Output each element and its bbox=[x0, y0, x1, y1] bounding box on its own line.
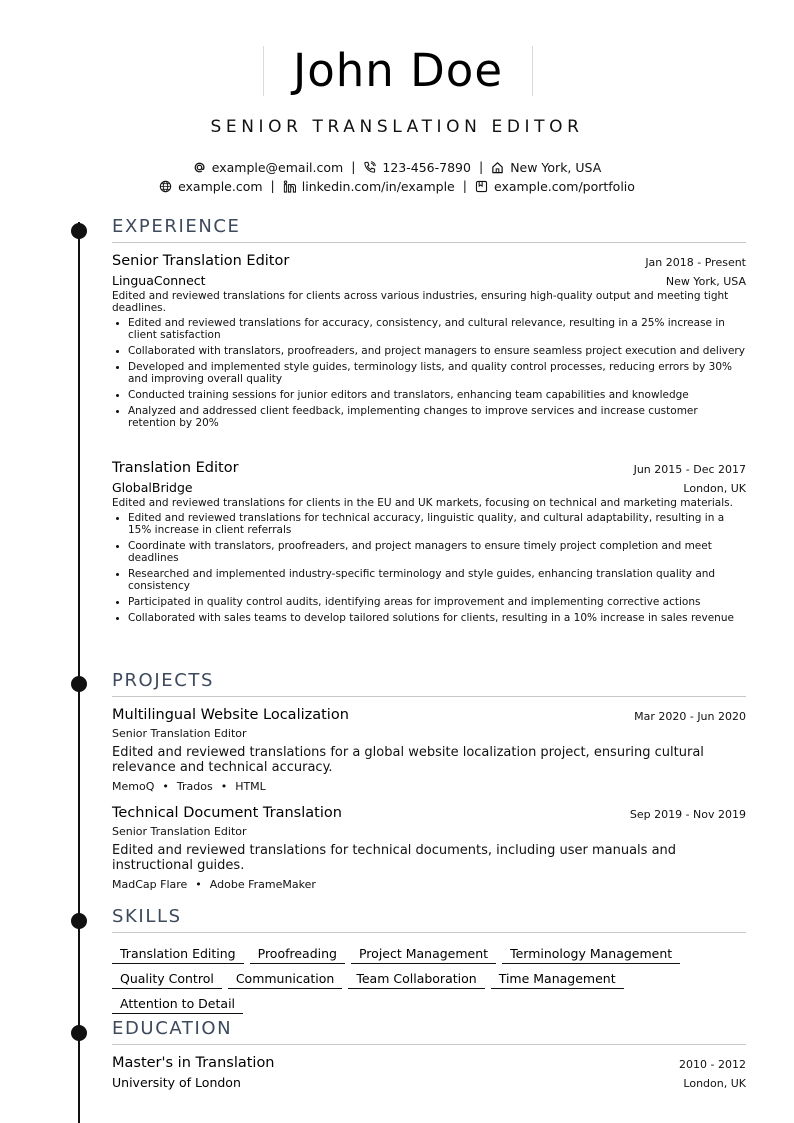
tech-separator: • bbox=[195, 878, 202, 891]
education-location: London, UK bbox=[683, 1077, 746, 1090]
skill-tag: Project Management bbox=[351, 946, 496, 964]
project-tech-list bbox=[112, 780, 746, 793]
entry-header bbox=[112, 253, 746, 273]
project-tech-list bbox=[112, 878, 746, 891]
job-dates: Jun 2015 - Dec 2017 bbox=[633, 463, 746, 476]
list-item: • Researched and implemented industry-specific terminology and style guides, enhancing translation quality and consistency bbox=[128, 568, 746, 592]
contact-linkedin[interactable] bbox=[283, 179, 455, 194]
skill-tag: Translation Editing bbox=[112, 946, 244, 964]
tech-separator: • bbox=[220, 780, 228, 793]
entry-subheader bbox=[112, 273, 746, 290]
contact-location-text: New York, USA bbox=[510, 160, 602, 175]
entry-subheader bbox=[112, 480, 746, 497]
job-role: Translation Editor bbox=[112, 460, 239, 476]
tech-tag: HTML bbox=[235, 780, 266, 793]
entry-header bbox=[112, 707, 746, 727]
contact-email-text: example@email.com bbox=[211, 160, 344, 175]
job-company: GlobalBridge bbox=[112, 480, 193, 495]
timeline-dot-projects bbox=[71, 676, 87, 692]
skills-list bbox=[112, 943, 746, 1018]
project-description: Edited and reviewed translations for a global website localization project, ensuring cultural relevance and technical accuracy. bbox=[112, 745, 704, 775]
timeline-line bbox=[78, 222, 80, 1123]
tech-tag: MadCap Flare bbox=[112, 878, 188, 891]
skill-tag: Quality Control bbox=[112, 971, 222, 989]
contact-linkedin-text: linkedin.com/in/example bbox=[301, 179, 455, 194]
job-bullets bbox=[112, 317, 746, 429]
contact-website-text: example.com bbox=[178, 179, 263, 194]
list-item: • Edited and reviewed translations for accuracy, consistency, and cultural relevance, resulting in a 25% increase in client satisfaction bbox=[128, 317, 746, 341]
portfolio-icon bbox=[475, 180, 488, 193]
list-item: • Conducted training sessions for junior editors and translators, enhancing team capabilities and knowledge bbox=[128, 389, 746, 401]
contact-phone-text: 123-456-7890 bbox=[382, 160, 471, 175]
section-title-experience: EXPERIENCE bbox=[112, 216, 746, 243]
list-item: • Coordinate with translators, proofreaders, and project managers to ensure timely project completion and meet deadlines bbox=[128, 540, 746, 564]
skill-tag: Communication bbox=[228, 971, 343, 989]
list-item: • Edited and reviewed translations for technical accuracy, linguistic quality, and cultural adaptability, resulting in a 15% increase in client referrals bbox=[128, 512, 746, 536]
experience-entry bbox=[112, 460, 746, 628]
job-dates: Jan 2018 - Present bbox=[645, 256, 746, 269]
tech-tag: MemoQ bbox=[112, 780, 155, 793]
candidate-name: John Doe bbox=[292, 44, 504, 97]
project-entry bbox=[112, 707, 746, 793]
entry-header bbox=[112, 1055, 746, 1075]
project-role: Senior Translation Editor bbox=[112, 825, 247, 838]
at-icon bbox=[193, 161, 206, 174]
contact-portfolio[interactable] bbox=[475, 179, 635, 194]
skill-tag: Terminology Management bbox=[502, 946, 680, 964]
skill-tag: Time Management bbox=[491, 971, 624, 989]
contact-separator: | bbox=[478, 159, 484, 174]
tech-separator: • bbox=[162, 780, 169, 793]
experience-entry bbox=[112, 253, 746, 433]
job-role: Senior Translation Editor bbox=[112, 253, 290, 269]
entry-header bbox=[112, 460, 746, 480]
job-summary: Edited and reviewed translations for clients in the EU and UK markets, focusing on technical and marketing materials. bbox=[112, 497, 733, 509]
list-item: • Participated in quality control audits, identifying areas for improvement and implementing corrective actions bbox=[128, 596, 746, 608]
contact-separator: | bbox=[351, 159, 356, 174]
contact-email[interactable] bbox=[193, 160, 343, 175]
phone-icon bbox=[363, 161, 376, 174]
list-item: • Developed and implemented style guides, terminology lists, and quality control processes, reducing errors by 30% and improving overall quality bbox=[128, 361, 746, 385]
timeline-dot-experience bbox=[71, 223, 87, 239]
job-company: LinguaConnect bbox=[112, 273, 206, 288]
skill-tag: Proofreading bbox=[250, 946, 345, 964]
entry-header bbox=[112, 805, 746, 825]
contact-separator: | bbox=[270, 178, 275, 193]
list-item: • Collaborated with translators, proofreaders, and project managers to ensure seamless project execution and delivery bbox=[128, 345, 746, 357]
list-item: • Analyzed and addressed client feedback, implementing changes to improve services and increase customer retention by 20% bbox=[128, 405, 746, 429]
job-title: SENIOR TRANSLATION EDITOR bbox=[210, 117, 584, 137]
project-dates: Mar 2020 - Jun 2020 bbox=[634, 710, 746, 723]
globe-icon bbox=[159, 180, 172, 193]
section-title-education: EDUCATION bbox=[112, 1018, 746, 1045]
contact-location bbox=[491, 160, 601, 175]
timeline-dot-education bbox=[71, 1025, 87, 1041]
job-summary: Edited and reviewed translations for clients across various industries, ensuring high-quality output and meeting tight deadlines. bbox=[112, 290, 729, 314]
education-dates: 2010 - 2012 bbox=[679, 1058, 746, 1071]
tech-tag: Trados bbox=[176, 780, 213, 793]
name-frame bbox=[263, 46, 533, 96]
skill-tag: Attention to Detail bbox=[112, 996, 243, 1014]
project-role: Senior Translation Editor bbox=[112, 727, 247, 740]
list-item: • Collaborated with sales teams to develop tailored solutions for clients, resulting in a 10% increase in sales revenue bbox=[128, 612, 746, 624]
contact-row-2 bbox=[0, 178, 794, 194]
project-name: Technical Document Translation bbox=[112, 805, 342, 821]
job-location: London, UK bbox=[683, 482, 746, 495]
contact-website[interactable] bbox=[159, 179, 262, 194]
entry-subheader bbox=[112, 1075, 746, 1092]
home-icon bbox=[491, 161, 504, 174]
school: University of London bbox=[112, 1075, 241, 1090]
project-name: Multilingual Website Localization bbox=[112, 707, 349, 723]
degree: Master's in Translation bbox=[112, 1055, 275, 1071]
project-entry bbox=[112, 805, 746, 891]
tech-tag: Adobe FrameMaker bbox=[209, 878, 316, 891]
contact-phone[interactable] bbox=[363, 160, 471, 175]
project-dates: Sep 2019 - Nov 2019 bbox=[629, 808, 746, 821]
contact-separator: | bbox=[462, 178, 467, 193]
skill-tag: Team Collaboration bbox=[348, 971, 484, 989]
timeline-dot-skills bbox=[71, 913, 87, 929]
education-entry bbox=[112, 1055, 746, 1092]
section-title-skills: SKILLS bbox=[112, 906, 746, 933]
contact-row-1 bbox=[0, 159, 794, 175]
job-bullets bbox=[112, 512, 746, 624]
section-title-projects: PROJECTS bbox=[112, 670, 746, 697]
contact-portfolio-text: example.com/portfolio bbox=[493, 179, 635, 194]
project-description: Edited and reviewed translations for technical documents, including user manuals and instructional guides. bbox=[112, 843, 677, 873]
linkedin-icon bbox=[283, 180, 296, 193]
job-location: New York, USA bbox=[665, 275, 746, 288]
